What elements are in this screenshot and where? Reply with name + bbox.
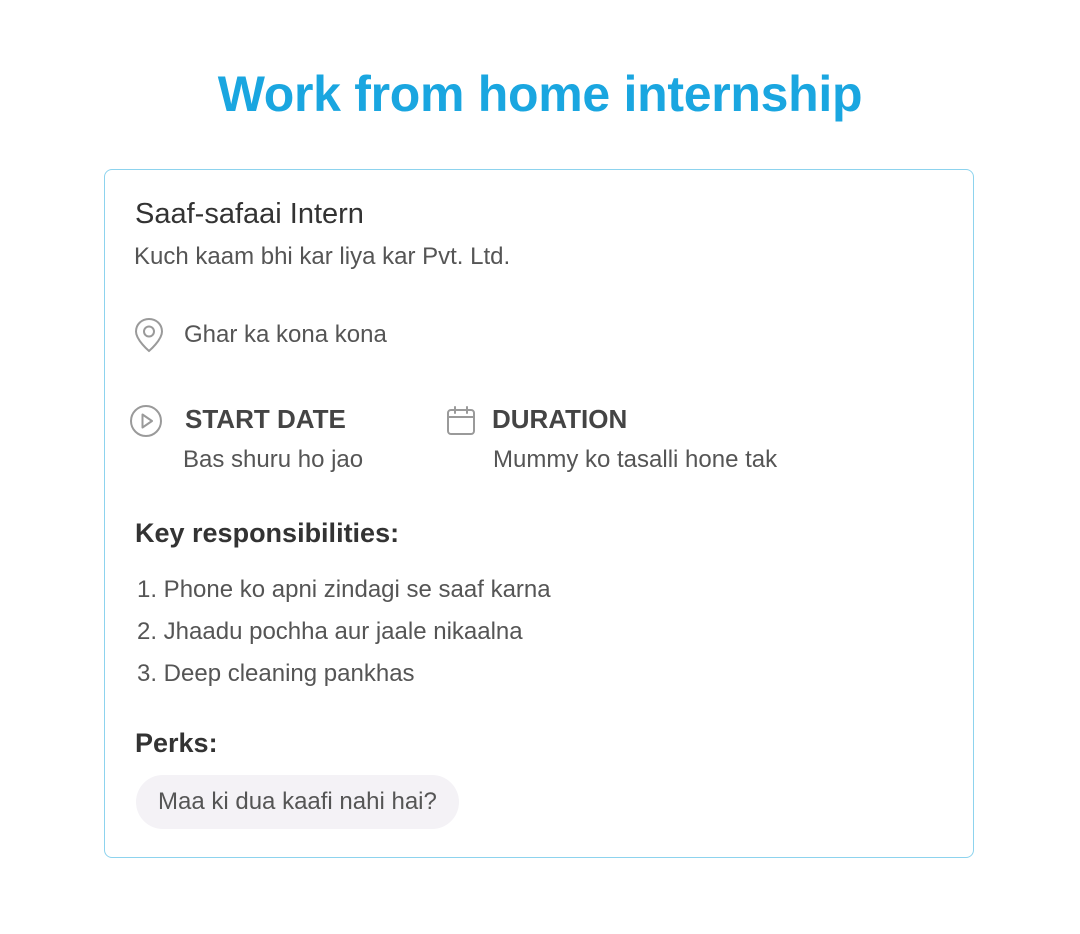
internship-card[interactable] xyxy=(104,169,974,858)
calendar-icon xyxy=(445,405,477,437)
list-item: 3. Deep cleaning pankhas xyxy=(137,660,415,687)
start-date-label: START DATE xyxy=(185,404,346,434)
duration-value: Mummy ko tasalli hone tak xyxy=(493,446,778,473)
list-item: 1. Phone ko apni zindagi se saaf karna xyxy=(137,576,551,603)
responsibilities-heading: Key responsibilities: xyxy=(135,518,400,548)
play-circle-icon xyxy=(129,404,163,438)
perks-heading: Perks: xyxy=(135,728,218,758)
company-name: Kuch kaam bhi kar liya kar Pvt. Ltd. xyxy=(134,243,511,270)
responsibilities-list xyxy=(137,569,551,695)
job-title: Saaf-safaai Intern xyxy=(135,198,364,230)
location-pin-icon xyxy=(133,317,165,353)
page-title: Work from home internship xyxy=(217,66,863,122)
start-date-value: Bas shuru ho jao xyxy=(183,446,364,473)
duration-label: DURATION xyxy=(492,404,628,434)
location-text: Ghar ka kona kona xyxy=(184,321,387,348)
list-item: 2. Jhaadu pochha aur jaale nikaalna xyxy=(137,618,523,645)
perk-chip: Maa ki dua kaafi nahi hai? xyxy=(136,775,459,829)
